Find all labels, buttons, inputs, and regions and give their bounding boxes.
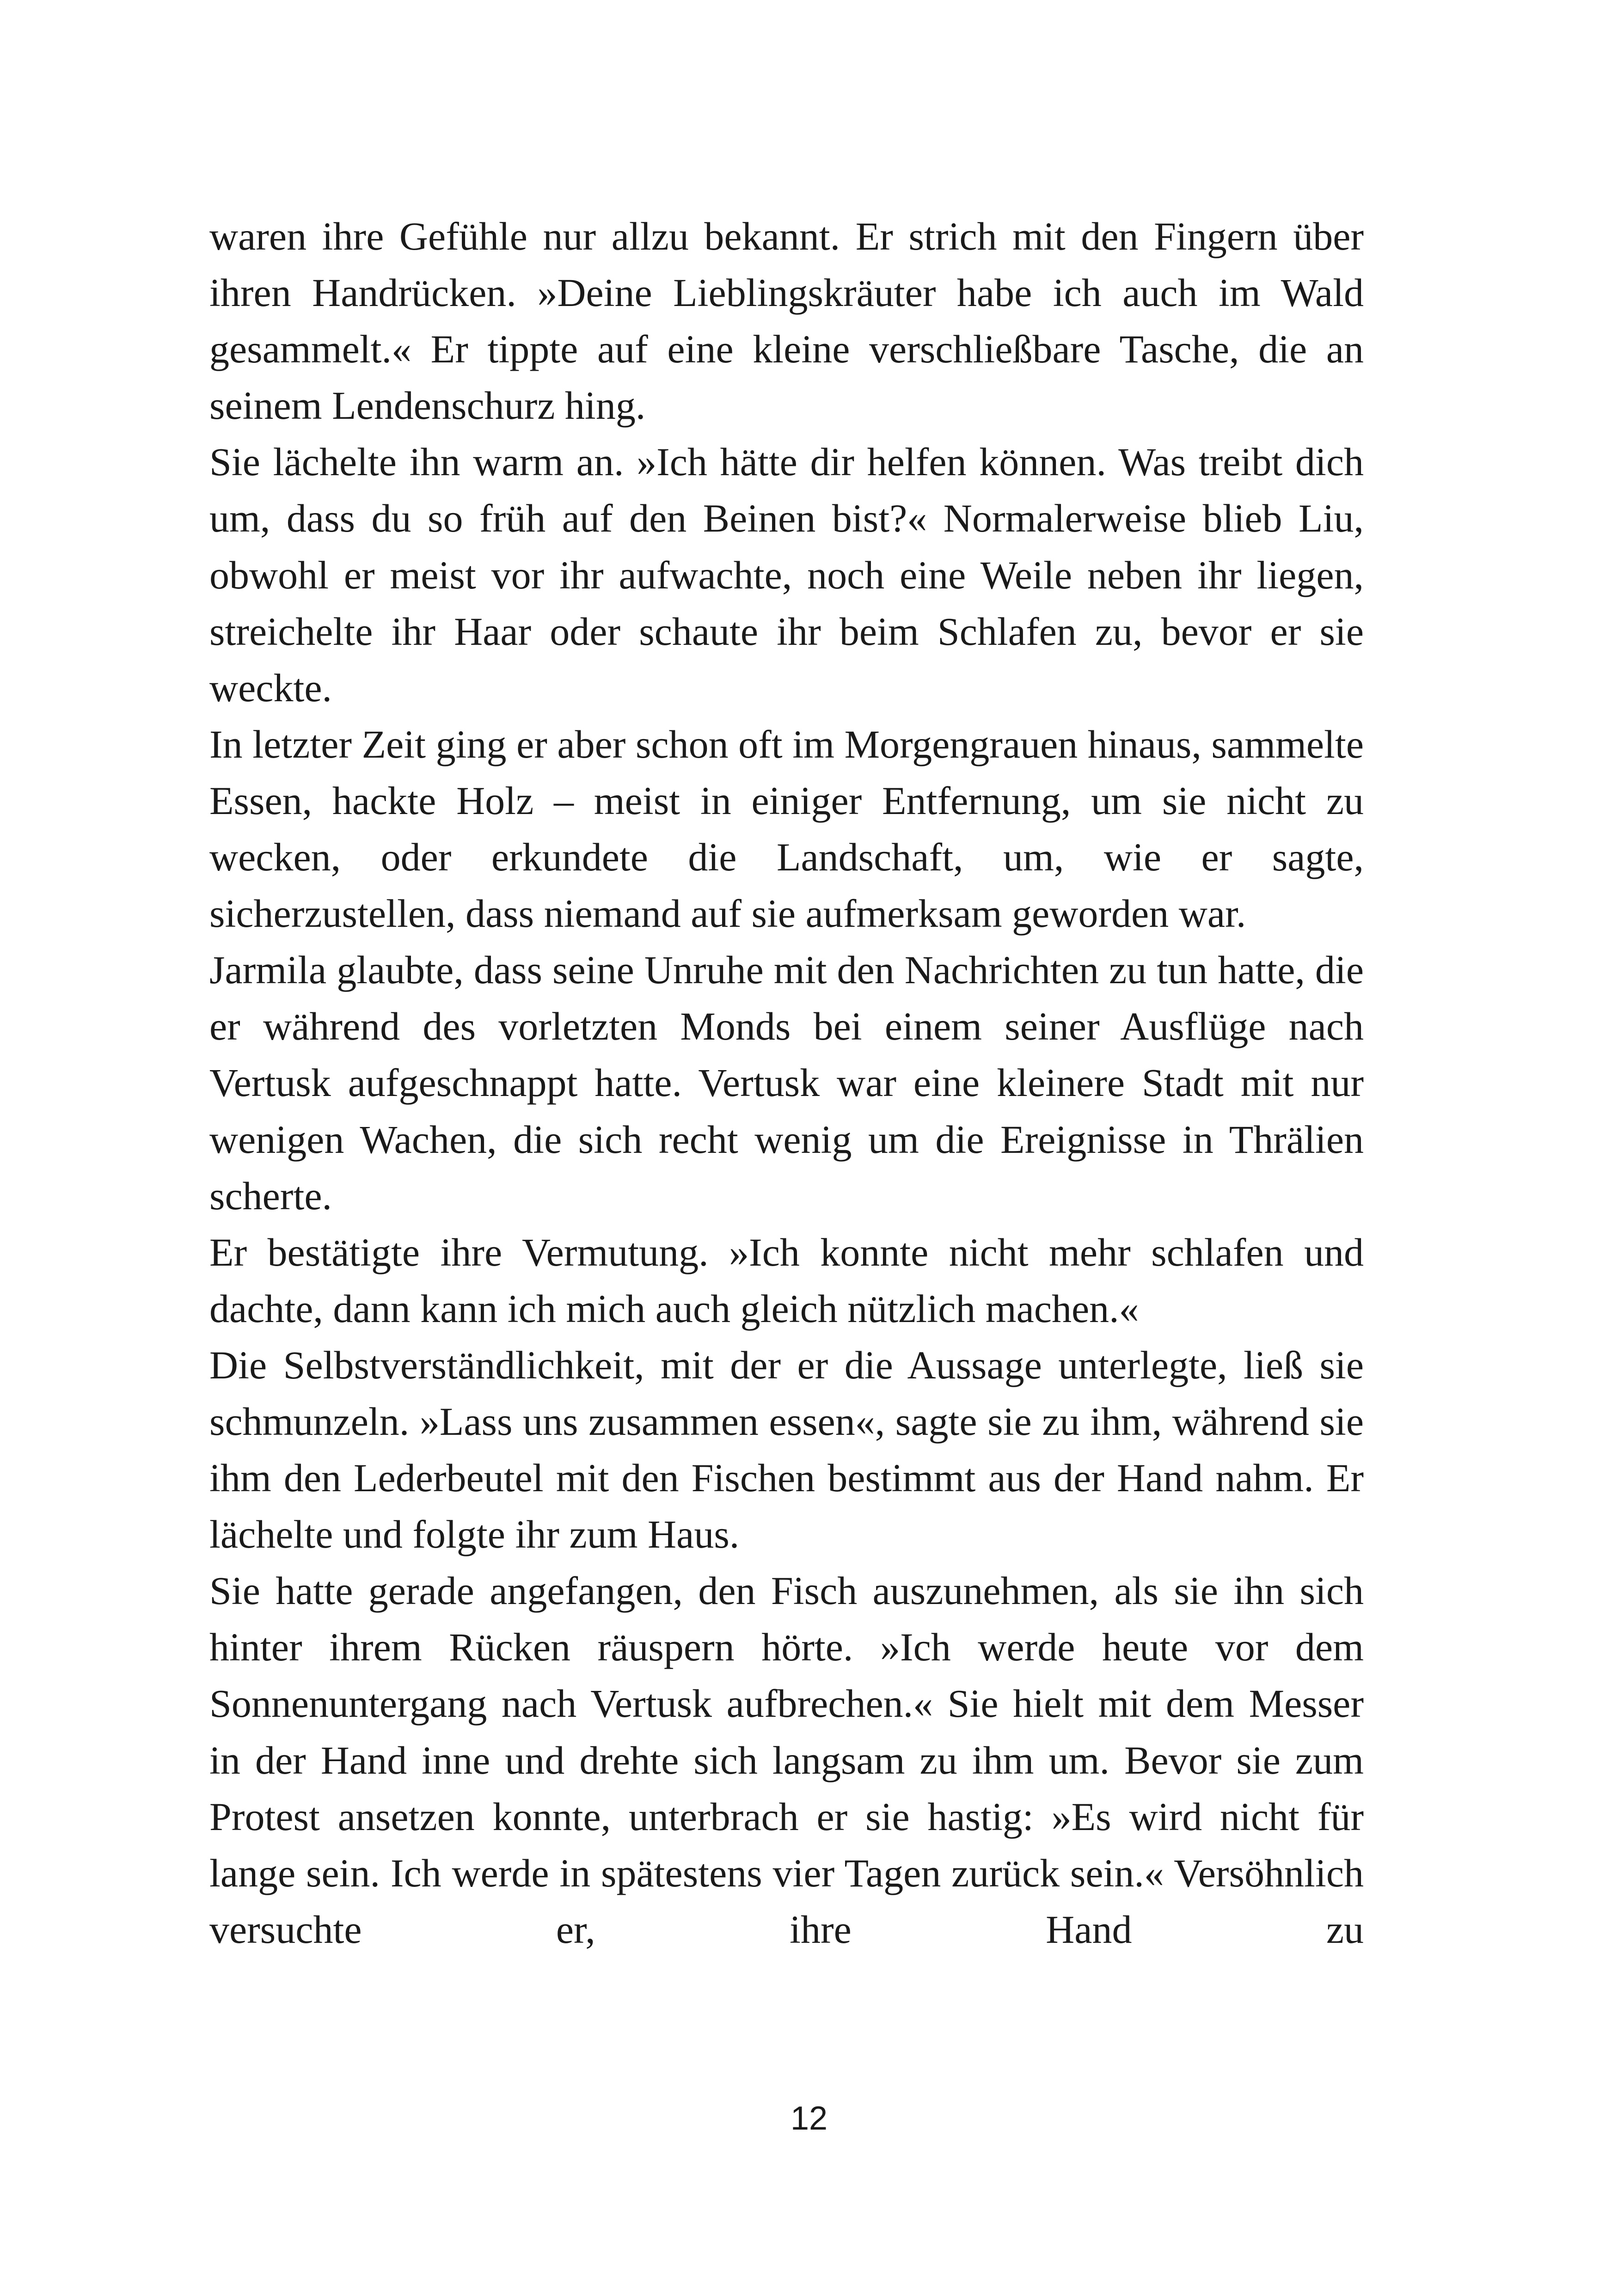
- paragraph-1: waren ihre Gefühle nur allzu bekannt. Er strich mit den Fingern über ihren Handrücken. »Deine Lieblingskräuter habe ich auch im Wald gesammelt.« Er tippte auf eine kleine verschließbare Tasche, die an seinem Lendenschurz hing.: [209, 214, 1364, 428]
- paragraph-5: Er bestätigte ihre Vermutung. »Ich konnte nicht mehr schlafen und dachte, dann kann ich mich auch gleich nützlich machen.«: [209, 1230, 1364, 1331]
- paragraph-6: Die Selbstverständlichkeit, mit der er die Aussage unterlegte, ließ sie schmunzeln. »Lass uns zusammen essen«, sagte sie zu ihm, während sie ihm den Lederbeutel mit den Fischen bestimmt aus der Hand nahm. Er lächelte und folgte ihr zum Haus.: [209, 1342, 1364, 1557]
- paragraph-4: Jarmila glaubte, dass seine Unruhe mit den Nachrichten zu tun hatte, die er während des vorletzten Monds bei einem seiner Ausflüge nach Vertusk aufgeschnappt hatte. Vertusk war eine kleinere Stadt mit nur wenigen Wachen, die sich recht wenig um die Ereignisse in Thrälien scherte.: [209, 948, 1364, 1218]
- paragraph-7: Sie hatte gerade angefangen, den Fisch auszunehmen, als sie ihn sich hinter ihrem Rücken räuspern hörte. »Ich werde heute vor dem Sonnenuntergang nach Vertusk aufbrechen.« Sie hielt mit dem Messer in der Hand inne und drehte sich langsam zu ihm um. Bevor sie zum Protest ansetzen konnte, unterbrach er sie hastig: »Es wird nicht für lange sein. Ich werde in spätestens vier Tagen zurück sein.« Versöhnlich versuchte er, ihre Hand zu: [209, 1568, 1364, 1952]
- paragraph-3: In letzter Zeit ging er aber schon oft im Morgengrauen hinaus, sammelte Essen, hackte Holz – meist in einiger Entfernung, um sie nicht zu wecken, oder erkundete die Landschaft, um, wie er sagte, sicherzustellen, dass niemand auf sie aufmerksam geworden war.: [209, 722, 1364, 936]
- page-number: 12: [790, 2100, 828, 2137]
- body-text: [209, 208, 1364, 1958]
- paragraph-2: Sie lächelte ihn warm an. »Ich hätte dir helfen können. Was treibt dich um, dass du so früh auf den Beinen bist?« Normalerweise blieb Liu, obwohl er meist vor ihr aufwachte, noch eine Weile neben ihr liegen, streichelte ihr Haar oder schaute ihr beim Schlafen zu, bevor er sie weckte.: [209, 440, 1364, 710]
